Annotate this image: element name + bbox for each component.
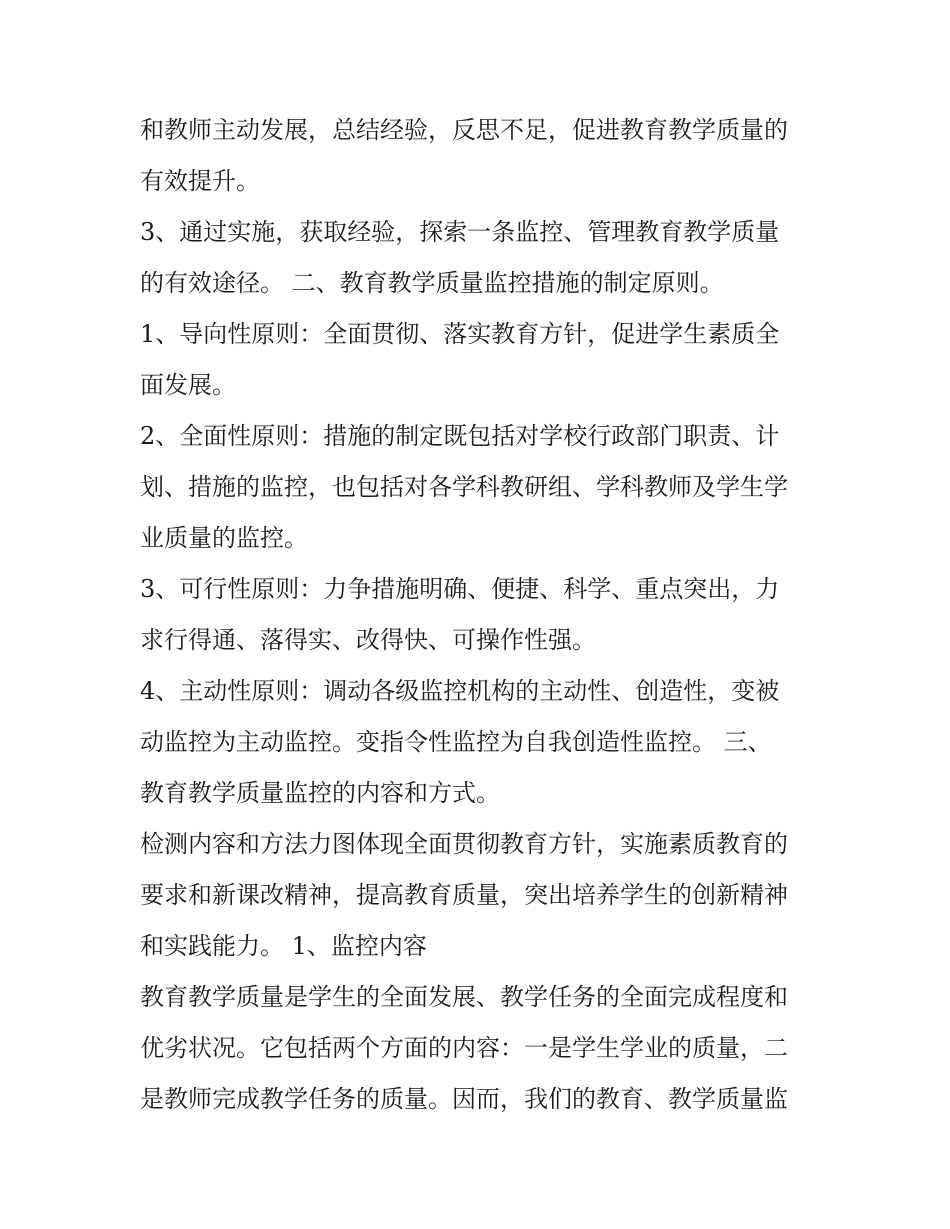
text-line: 和教师主动发展，总结经验，反思不足，促进教育教学质量的 <box>140 116 788 144</box>
text-line: 教育教学质量监控的内容和方式。 <box>140 779 500 807</box>
text-line: 要求和新课改精神，提高教育质量，突出培养学生的创新精神 <box>140 881 788 909</box>
text-line: 是教师完成教学任务的质量。因而，我们的教育、教学质量监 <box>140 1085 788 1113</box>
text-line: 面发展。 <box>140 371 236 399</box>
text-line: 2、全面性原则：措施的制定既包括对学校行政部门职责、计 <box>140 422 780 450</box>
text-line: 3、通过实施，获取经验，探索一条监控、管理教育教学质量 <box>140 218 780 246</box>
text-line: 有效提升。 <box>140 167 260 195</box>
text-line: 的有效途径。 二、教育教学质量监控措施的制定原则。 <box>140 269 724 297</box>
text-line: 业质量的监控。 <box>140 524 308 552</box>
document-body <box>140 105 820 1125</box>
text-line: 3、可行性原则：力争措施明确、便捷、科学、重点突出，力 <box>140 575 780 603</box>
text-line: 和实践能力。 1、监控内容 <box>140 932 427 960</box>
text-line: 划、措施的监控，也包括对各学科教研组、学科教师及学生学 <box>140 473 788 501</box>
text-line: 4、主动性原则：调动各级监控机构的主动性、创造性，变被 <box>140 677 780 705</box>
text-line: 求行得通、落得实、改得快、可操作性强。 <box>140 626 596 654</box>
text-line: 1、导向性原则：全面贯彻、落实教育方针，促进学生素质全 <box>140 320 780 348</box>
text-line: 优劣状况。它包括两个方面的内容：一是学生学业的质量，二 <box>140 1034 788 1062</box>
text-line: 检测内容和方法力图体现全面贯彻教育方针，实施素质教育的 <box>140 830 788 858</box>
text-line: 动监控为主动监控。变指令性监控为自我创造性监控。 三、 <box>140 728 772 756</box>
text-line: 教育教学质量是学生的全面发展、教学任务的全面完成程度和 <box>140 983 788 1011</box>
